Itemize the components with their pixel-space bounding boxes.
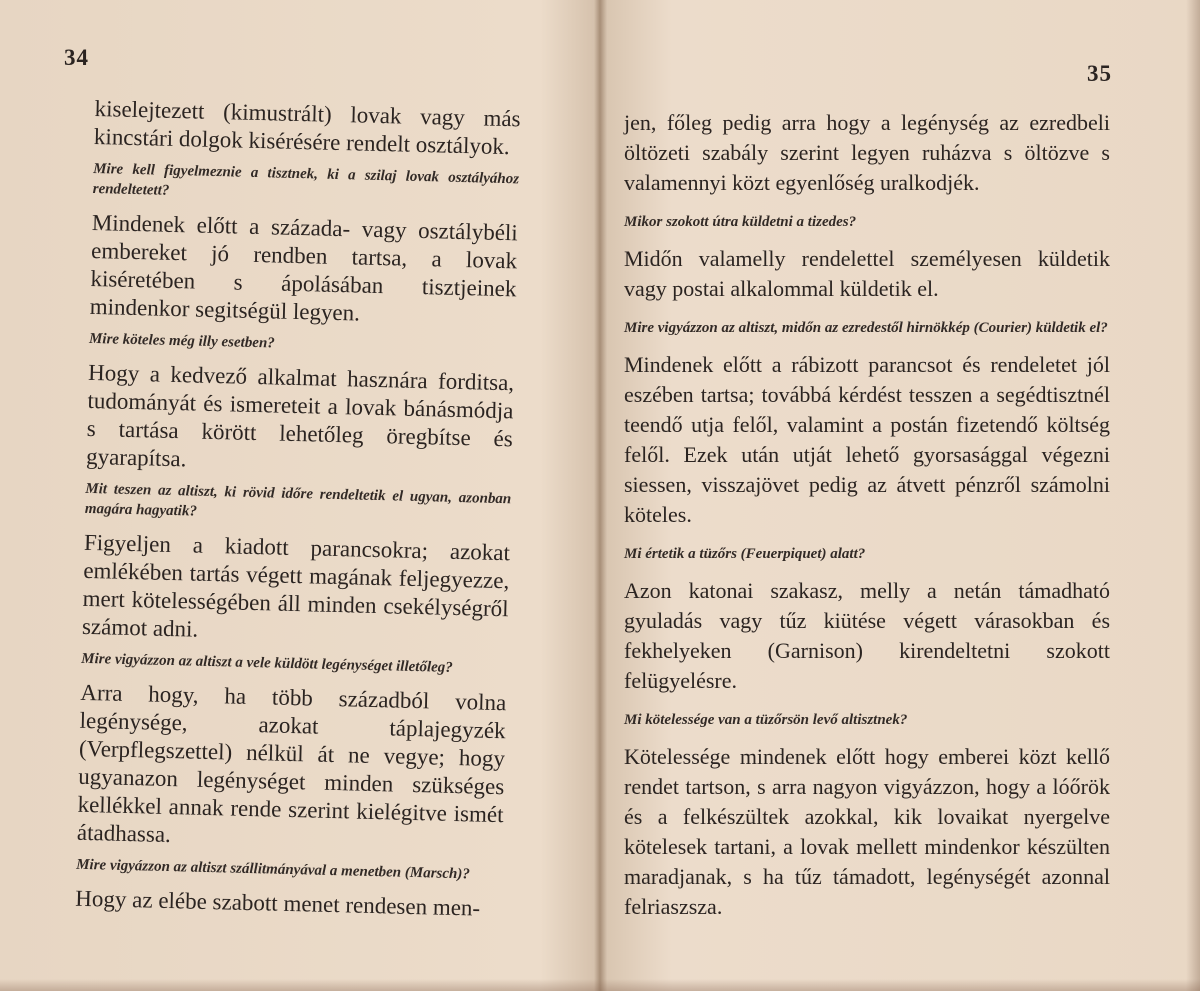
right-page [586, 0, 1200, 991]
paragraph: Midőn valamelly rendelettel személyesen küldetik vagy postai alkalommal küldetik el. [624, 246, 1110, 301]
page-number-left: 34 [64, 45, 89, 70]
paragraph: kiselejtezett (kimustrált) lovak vagy más kincstári dolgok kisérésére rendelt osztályok. [93, 95, 521, 160]
page-number-right: 35 [1087, 61, 1112, 86]
question-heading: Mire vigyázzon az altiszt a vele küldött legénységet illetőleg? [81, 650, 453, 676]
question-heading: Mikor szokott útra küldetni a tizedes? [624, 214, 857, 230]
question-heading: Mire vigyázzon az altiszt, midőn az ezredestől hirnökkép (Courier) küldetik el? [624, 320, 1108, 336]
paragraph: Figyeljen a kiadott parancsokra; azokat emlékében tartás végett magának feljegyezze, mert kötelességében áll minden csekélységről számot adni. [81, 529, 511, 642]
question-heading: Mi értetik a tüzőrs (Feuerpiquet) alatt? [624, 546, 866, 562]
left-page-text [75, 95, 521, 931]
question-heading: Mire köteles még illy esetben? [88, 330, 275, 352]
paragraph: Arra hogy, ha több századból volna legénysége, azokat táplajegyzék (Verpflegszettel) nélkül át ne vegye; hogy ugyanazon legénységet minden szükséges kellékkel annak rende szerint kielégitve ismét átadhassa. [76, 679, 507, 848]
page-edge-shadow [1186, 0, 1200, 991]
question-heading: Mi kötelessége van a tüzőrsön levő altisztnek? [624, 712, 908, 728]
paragraph: Kötelessége mindenek előtt hogy emberei közt kellő rendet tartson, s arra nagyon vigyázzon, hogy a lóőrök és a felkészültek azokkal, kik lovaikat nyergelve kötelesek tartani, a lovak mellett mindenkor készülten maradjanak, s ha tűz támadott, legénységét azonnal felriaszsza. [624, 744, 1110, 919]
paragraph: Mindenek előtt a századа- vagy osztálybéli embereket jó rendben tartsa, a lovak kiséretében s ápolásában tisztjeinek mindenkor segitségül legyen. [89, 209, 519, 326]
paragraph: Hogy a kedvező alkalmat hasznára forditsa, tudományát és ismereteit a lovak bánásmódja s tartása körött lehetőleg öregbítse és gyarapítsa. [85, 359, 515, 472]
question-heading: Mire vigyázzon az altiszt szállitmányával a menetben (Marsch)? [75, 856, 471, 883]
paragraph: jen, főleg pedig arra hogy a legénység az ezredbeli öltözeti szabály szerint legyen ruházva s öltözve s valamennyi közt egyenlőség uralkodjék. [624, 110, 1110, 195]
question-heading: Mit teszen az altiszt, ki rövid időre rendeltetik el ugyan, azonban magára hagyatik? [84, 480, 512, 520]
left-page [0, 0, 578, 991]
right-page-text [624, 108, 1110, 930]
paragraph: Hogy az elébe szabott menet rendesen men- [75, 885, 481, 921]
paragraph: Azon katonai szakasz, melly a netán támadható gyuladás vagy tűz kiütése végett várasokban és fekhelyeken (Garnison) kirendeltetni szokott felügyelésre. [624, 578, 1110, 693]
question-heading: Mire kell figyelmeznie a tisztnek, ki a szilaj lovak osztályához rendeltetett? [92, 160, 520, 199]
page-bottom-shadow [0, 979, 1200, 991]
paragraph: Mindenek előtt a rábizott parancsot és rendeletet jól eszében tartsa; továbbá kérdést tesszen a segédtisztnél teendő utja felől, valamint a postán fizetendő költség felől. Ezek után utját lehető gyorsasággal végezni siessen, visszajövet pedig az átvett pénzről számolni köteles. [624, 352, 1110, 527]
